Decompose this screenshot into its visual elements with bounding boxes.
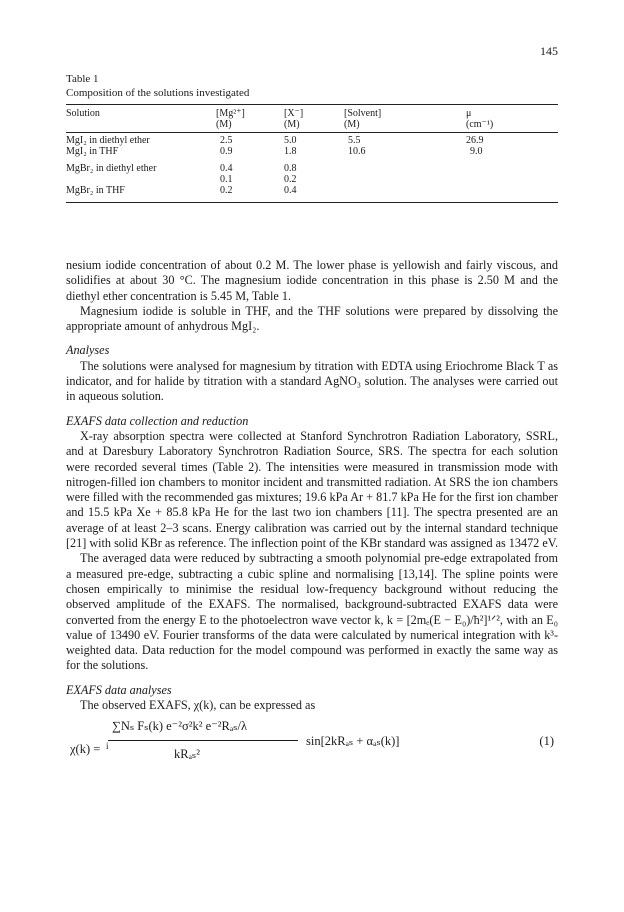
paragraph: nesium iodide concentration of about 0.2 M. The lower phase is yellowish and fairly viscous, and solidifies at about 30 °C. The magnesium iodide concentration in this phase is 2.50 M and the diethyl ether concentration is 5.45 M, Table 1. <box>66 258 558 303</box>
table-row <box>66 174 558 185</box>
table-row <box>66 185 558 203</box>
cell-mu: 26.9 <box>466 135 484 146</box>
paragraph: The solutions were analysed for magnesium by titration with EDTA using Eriochrome Black T as indicator, and for halide by titration with a standard AgNO₃ solution. The analyses were carried out in aqueous solution. <box>66 358 558 404</box>
cell-solution: MgI₂ in THF <box>66 146 119 157</box>
header-mg: [Mg²⁺] (M) <box>216 108 245 130</box>
equation-lhs: χ(k) = <box>70 742 101 757</box>
cell-mu <box>466 174 558 185</box>
cell-mg: 0.4 <box>220 163 233 174</box>
table-block <box>66 72 558 203</box>
equation-numerator: ∑Nₛ Fₛ(k) e⁻²σ²k² e⁻²Rₐₛ/λ <box>112 719 248 734</box>
equation-sum-index: i <box>106 741 109 752</box>
section-heading-data-analyses: EXAFS data analyses <box>66 682 172 697</box>
cell-mg: 0.1 <box>220 174 233 185</box>
cell-solvent: 10.6 <box>348 146 366 157</box>
body-text <box>66 258 558 779</box>
paragraph: The averaged data were reduced by subtracting a smooth polynomial pre-edge extrapolated from a measured pre-edge, subtracting a cubic spline and normalising [13,14]. The spline points were chosen empirically to minimise the residual low-frequency background without reducing the observed amplitude of the EXAFS. The normalised, background-subtracted EXAFS data were converted from the energy E to the photoelectron wave vector k, k = [2mₑ(E − E₀)/ħ²]¹ᐟ², with an E₀ value of 13490 eV. Fourier transforms of the data were calculated by numerical integration with k³-weighted data. Data reduction for the model compound was performed in exactly the same way as for the solutions. <box>66 551 558 673</box>
page-number: 145 <box>540 44 558 58</box>
cell-halide: 0.2 <box>284 174 297 185</box>
section-heading-data-collection: EXAFS data collection and reduction <box>66 413 249 428</box>
table-row <box>66 163 558 174</box>
header-mu: μ (cm⁻¹) <box>466 108 494 130</box>
table-row <box>66 146 558 157</box>
cell-mg: 0.2 <box>220 185 233 196</box>
equation-number: (1) <box>539 734 554 749</box>
cell-mg: 2.5 <box>220 135 233 146</box>
header-solution: Solution <box>66 108 100 119</box>
cell-mu <box>466 185 558 203</box>
table-header-row <box>66 105 558 133</box>
equation-1 <box>66 717 558 779</box>
cell-halide: 0.4 <box>284 185 297 196</box>
header-solvent: [Solvent] (M) <box>344 108 382 130</box>
paragraph: X-ray absorption spectra were collected at Stanford Synchrotron Radiation Laboratory, SSRL, and at Daresbury Laboratory Synchrotron Radiation Source, SRS. The spectra for each solution were recorded several times (Table 2). The intensities were measured in transmission mode with nitrogen-filled ion chambers to monitor incident and transmitted radiation. At SRS the ion chambers were filled with the recommended gas mixtures; 19.6 kPa Ar + 81.7 kPa He for the first ion chamber and 15.5 kPa Xe + 85.8 kPa He for the last two ion chambers [11]. The spectra presented are an average of at least 2–3 scans. Energy calibration was carried out by the internal standard technique [21] with solid KBr as reference. The inflection point of the KBr standard was assigned as 13472 eV. <box>66 428 559 551</box>
cell-solution: MgBr₂ in THF <box>66 185 125 196</box>
paragraph: Magnesium iodide is soluble in THF, and the THF solutions were prepared by dissolving the appropriate amount of anhydrous MgI₂. <box>66 303 558 334</box>
cell-solvent: 5.5 <box>348 135 361 146</box>
cell-mg: 0.9 <box>220 146 233 157</box>
composition-table <box>66 104 558 203</box>
cell-solvent <box>344 174 466 185</box>
table-label: Table 1 <box>66 73 99 85</box>
section-heading-analyses: Analyses <box>66 343 110 358</box>
equation-rhs: sin[2kRₐₛ + αₐₛ(k)] <box>306 734 400 749</box>
cell-solvent <box>344 163 466 174</box>
cell-halide: 1.8 <box>284 146 297 157</box>
table-row <box>66 133 558 147</box>
cell-solution <box>66 174 216 185</box>
paragraph: The observed EXAFS, χ(k), can be expressed as <box>80 698 316 713</box>
header-halide: [X⁻] (M) <box>284 108 304 130</box>
cell-halide: 5.0 <box>284 135 297 146</box>
equation-denominator: kRₐₛ² <box>174 747 200 762</box>
table-caption: Composition of the solutions investigated <box>66 87 250 99</box>
cell-mu <box>466 163 558 174</box>
fraction-bar <box>108 740 298 741</box>
cell-solution: MgBr₂ in diethyl ether <box>66 163 157 174</box>
cell-mu: 9.0 <box>470 146 483 157</box>
cell-solution: MgI₂ in diethyl ether <box>66 135 150 146</box>
cell-solvent <box>344 185 466 203</box>
cell-halide: 0.8 <box>284 163 297 174</box>
